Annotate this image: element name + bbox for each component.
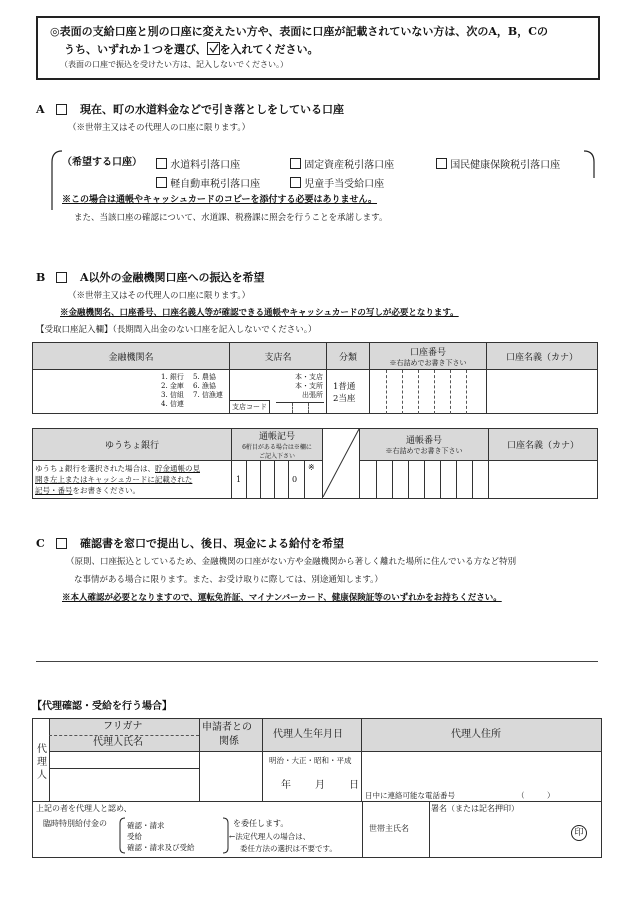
col-account-number: 口座番号 ※右詰めでお書き下さい: [370, 343, 487, 370]
delegate-line2: 臨時特別給付金の: [43, 819, 107, 828]
branch-cell[interactable]: 本・支店 本・支所 出張所 支店コード: [230, 370, 327, 414]
section-c-checkbox[interactable]: [56, 538, 67, 549]
relation-label-2: 関係: [219, 736, 239, 747]
symbol-digit-1: 1: [236, 475, 242, 484]
option-child-allowance[interactable]: 児童手当受給口座: [290, 177, 384, 190]
seal-mark: 印: [571, 825, 587, 841]
era-options: 明治・大正・昭和・平成: [269, 756, 352, 765]
relation-input[interactable]: [200, 752, 263, 801]
relation-label-1: 申請者との: [202, 722, 252, 733]
section-c-line2: な事情がある場合に限ります。また、お受け取りに際しては、別途通知します。）: [74, 575, 383, 585]
notice-line1: ◎表面の支給口座と別の口座に変えたい方や、表面に口座が記載されていない方は、次のA，B，Cの: [50, 25, 548, 38]
yucho-holder-cell[interactable]: [489, 461, 598, 499]
dob-day: 日: [349, 780, 359, 791]
col-yucho: ゆうちょ銀行: [33, 429, 232, 461]
section-a-title: 現在、町の水道料金などで引き落としをしている口座: [80, 103, 344, 116]
symbol-digit-0: 0: [292, 475, 298, 484]
option-health-tax[interactable]: 国民健康保険税引落口座: [436, 158, 560, 171]
account-number-cell[interactable]: [370, 370, 487, 414]
notice-note: （表面の口座で振込を受けたい方は、記入しないでください。）: [60, 60, 288, 69]
section-c-note: ※本人確認が必要となりますので、運転免許証、マイナンバーカード、健康保険証等のいずれかをお持ちください。: [62, 593, 502, 603]
section-c-line1: （原則、口座振込としているため、金融機関の口座がない方や金融機関から著しく離れた場所に住んでいる方など特別: [66, 557, 517, 567]
section-a-note2: また、当該口座の確認について、水道課、税務課に照会を行うことを承諾します。: [74, 213, 388, 223]
account-type-cell[interactable]: 1普通 2当座: [327, 370, 370, 414]
proxy-name-input[interactable]: [49, 769, 200, 801]
desired-label: （希望する口座）: [62, 157, 142, 168]
option-health-tax-checkbox[interactable]: [436, 158, 447, 169]
phone-paren: （ ）: [517, 791, 555, 800]
col-type: 分類: [327, 343, 370, 370]
proxy-heading: 【代理確認・受給を行う場合】: [32, 701, 172, 712]
option-water[interactable]: 水道料引落口座: [156, 158, 240, 171]
delegate-line1: 上記の者を代理人と認め、: [36, 804, 132, 813]
legal-note-2: 委任方法の選択は不要です。: [240, 844, 337, 853]
section-c-title: 確認書を窓口で提出し、後日、現金による給付を希望: [80, 537, 344, 550]
entrust-label: を委任します。: [233, 819, 289, 828]
furigana-input[interactable]: [49, 752, 200, 769]
proxy-name-label: 代理人氏名: [93, 737, 143, 748]
section-b-title: A以外の金融機関口座への振込を希望: [80, 271, 265, 284]
dob-month: 月: [315, 780, 325, 791]
yucho-table: [32, 428, 598, 499]
bank-name-cell[interactable]: 1. 銀行 2. 金庫 3. 信組 4. 信連 5. 農協 6. 漁協 7. 信漁連: [33, 370, 230, 414]
signature-label: 署名（または記名押印）: [431, 804, 519, 813]
branch-code-label: 支店コード: [230, 400, 270, 413]
option-property-tax-checkbox[interactable]: [290, 158, 301, 169]
phone-label: 日中に連絡可能な電話番号: [365, 791, 455, 800]
yucho-description: ゆうちょ銀行を選択された場合は、貯金通帳の見 開き左上またはキャッシュカードに記載された 記号・番号をお書きください。: [33, 461, 232, 499]
section-a-checkbox[interactable]: [56, 104, 67, 115]
option-property-tax[interactable]: 固定資産税引落口座: [290, 158, 394, 171]
section-a-sub: （※世帯主又はその代理人の口座に限ります。）: [68, 123, 251, 133]
notice-line2: うち、いずれか１つを選び、 を入れてください。: [64, 43, 319, 56]
bank-account-table: [32, 342, 598, 414]
proxy-side-label: 代 理 人: [37, 744, 47, 781]
col-bank-name: 金融機関名: [33, 343, 230, 370]
section-b-checkbox[interactable]: [56, 272, 67, 283]
section-b-letter: B: [36, 271, 46, 284]
delegate-options[interactable]: 確認・請求 受給 確認・請求及び受給: [127, 821, 195, 852]
householder-label: 世帯主氏名: [369, 824, 409, 833]
address-label: 代理人住所: [451, 729, 501, 740]
proxy-form: [32, 718, 602, 858]
option-child-allowance-checkbox[interactable]: [290, 177, 301, 188]
passbook-number-cells[interactable]: [360, 461, 489, 499]
dob-year: 年: [281, 780, 291, 791]
col-yucho-holder: 口座名義（カナ）: [489, 429, 598, 461]
divider: [36, 661, 598, 662]
furigana-label: フリガナ: [103, 721, 143, 732]
col-passbook-symbol: 通帳記号 6桁目がある場合は※欄に ご記入下さい: [232, 429, 323, 461]
dob-label: 代理人生年月日: [273, 729, 343, 740]
section-c-letter: C: [36, 537, 45, 550]
entry-heading: 【受取口座記入欄】（長期間入出金のない口座を記入しないでください。）: [36, 325, 317, 335]
section-b-sub: （※世帯主又はその代理人の口座に限ります。）: [68, 291, 251, 301]
holder-cell[interactable]: [487, 370, 598, 414]
col-holder: 口座名義（カナ）: [487, 343, 598, 370]
symbol-sixth-digit-mark: ※: [308, 463, 315, 472]
legal-note-1: ←法定代理人の場合は、: [229, 832, 311, 841]
check-sample-icon: [207, 42, 220, 55]
section-a-letter: A: [36, 103, 45, 116]
branch-code-input[interactable]: [276, 402, 324, 413]
section-b-note: ※金融機関名、口座番号、口座名義人等が確認できる通帳やキャッシュカードの写しが必要となります。: [60, 308, 459, 318]
passbook-symbol-cells[interactable]: [232, 461, 323, 499]
option-vehicle-tax[interactable]: 軽自動車税引落口座: [156, 177, 260, 190]
col-branch: 支店名: [230, 343, 327, 370]
section-a-note1: ※この場合は通帳やキャッシュカードのコピーを添付する必要はありません。: [62, 195, 378, 205]
option-water-checkbox[interactable]: [156, 158, 167, 169]
diagonal-cell: [323, 429, 360, 499]
option-vehicle-tax-checkbox[interactable]: [156, 177, 167, 188]
col-passbook-number: 通帳番号 ※右詰めでお書き下さい: [360, 429, 489, 461]
